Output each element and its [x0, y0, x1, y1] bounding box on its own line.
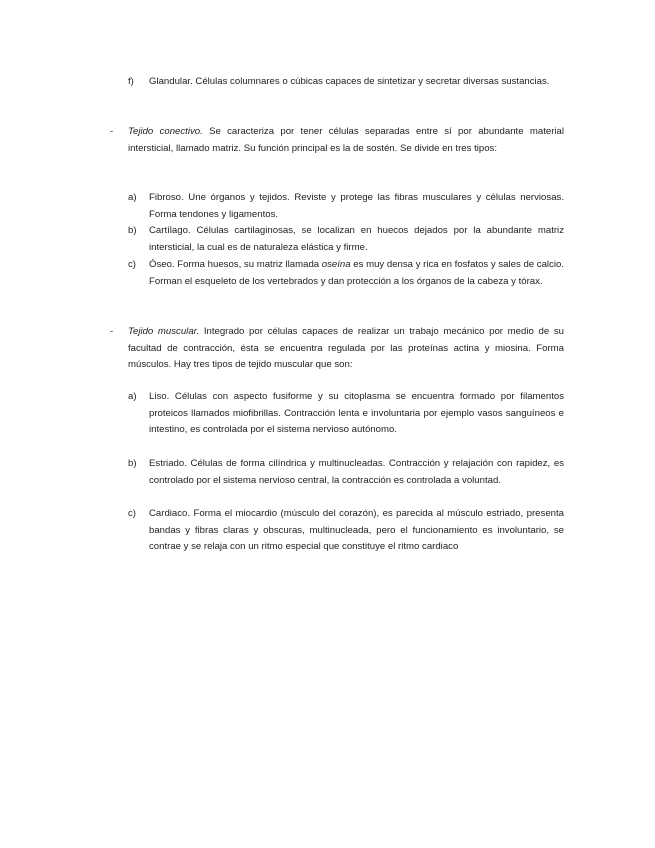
oseina-term: oseína	[321, 259, 351, 270]
section-body-conectivo: Se caracteriza por tener células separadas entre sí por abundante material intersticial, llamado matriz. Su función principal es la de sostén. Se divide en tres tipos:	[128, 126, 564, 154]
list-item-estriado: Estriado. Células de forma cilíndrica y multinucleadas. Contracción y relajación con rapidez, es controlado por el sistema nervioso central, la contracción es controlada a voluntad.	[149, 458, 564, 486]
section-title-conectivo: Tejido conectivo.	[128, 126, 203, 137]
list-item-liso: Liso. Células con aspecto fusiforme y su citoplasma se encuentra formado por filamentos proteicos llamados miofibrillas. Contracción lenta e involuntaria por ejemplo vasos sanguíneos e intestino, es controlada por el sistema nervioso autónomo.	[149, 391, 564, 436]
section-title-muscular: Tejido muscular.	[128, 326, 200, 337]
section-tejido-conectivo	[128, 124, 564, 157]
list-marker: c)	[128, 508, 136, 519]
list-item-fibroso: Fibroso. Une órganos y tejidos. Reviste y protege las fibras musculares y células nerviosas. Forma tendones y ligamentos.	[149, 192, 564, 220]
list-marker: b)	[128, 225, 137, 236]
list-item-glandular: Glandular. Células columnares o cúbicas capaces de sintetizar y secretar diversas sustancias.	[149, 76, 550, 87]
list-marker: a)	[128, 391, 137, 402]
section-dash-conectivo: -	[110, 126, 114, 137]
list-marker: a)	[128, 192, 137, 203]
list-item-cardiaco: Cardiaco. Forma el miocardio (músculo del corazón), es parecida al músculo estriado, presenta bandas y fibras claras y obscuras, multinucleada, pero el funcionamiento es involuntario, se contrae y se relaja con un ritmo especial que constituye el ritmo cardiaco	[149, 508, 564, 553]
section-tejido-muscular	[128, 324, 564, 374]
section-dash-muscular: -	[110, 326, 114, 337]
oseo-text-after: es muy densa y rica en fosfatos y sales de calcio. Forman el esqueleto de los vertebrados y dan protección a los órganos de la cabeza y tórax.	[149, 259, 564, 287]
oseo-text-before: Óseo. Forma huesos, su matriz llamada	[149, 259, 322, 270]
list-marker: c)	[128, 259, 136, 270]
section-body-muscular: Integrado por células capaces de realizar un trabajo mecánico por medio de su facultad de contracción, ésta se encuentra regulada por las proteínas actina y miosina. Forma músculos. Hay tres tipos de tejido muscular que son:	[128, 326, 564, 371]
list-marker-f: f)	[128, 76, 134, 87]
list-item-cartilago: Cartílago. Células cartilaginosas, se localizan en huecos dejados por la abundante matriz intersticial, la cual es de naturaleza elástica y firme.	[149, 225, 564, 253]
list-item-oseo	[149, 257, 564, 290]
list-marker: b)	[128, 458, 137, 469]
